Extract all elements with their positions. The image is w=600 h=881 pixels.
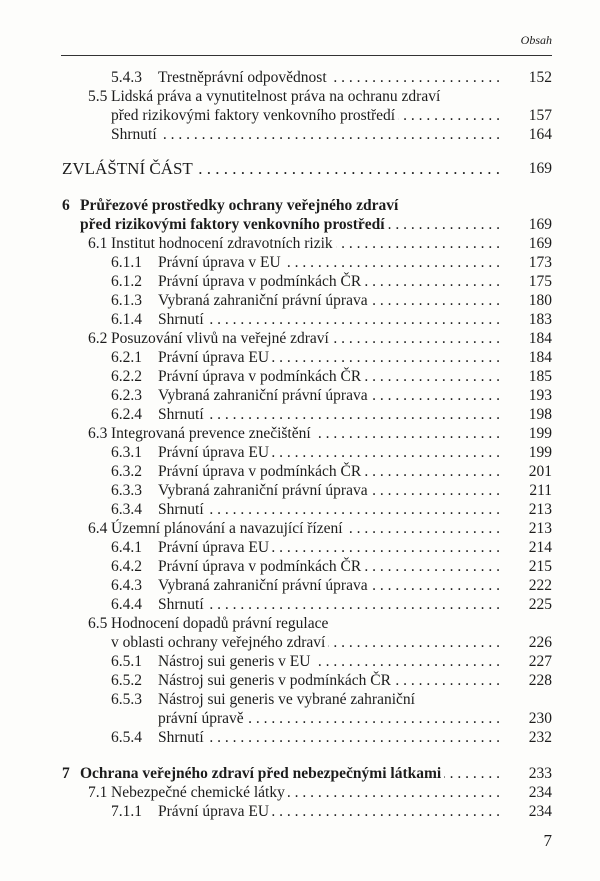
toc-entry-page: 157 [528,107,552,124]
toc-entry-title-text: Právní úprava EU [158,803,270,820]
dot-leader [207,728,500,747]
toc-entry-title-text: Právní úprava v podmínkách ČR [158,463,362,480]
toc-entry-number: 5.5 [88,88,108,105]
toc-entry [0,348,600,367]
toc-entry [0,291,600,310]
toc-entry-title-text: Vybraná zahraniční právní úprava [158,387,368,404]
toc-entry-page: 222 [528,577,552,594]
toc-entry-title [111,519,500,538]
toc-entry-number: 7 [62,765,70,782]
toc-entry-page: 173 [528,254,552,271]
toc-entry-title-text: Lidská práva a vynutitelnost práva na ochranu zdraví [111,88,441,105]
dot-leader [272,802,500,821]
toc-entry [0,443,600,462]
dot-leader [314,424,500,443]
toc-entry-page: 234 [528,803,552,820]
toc-entry-title-text: Shrnutí [158,501,204,518]
toc-entry-number: 6.1 [88,235,108,252]
toc-entry [0,405,600,424]
toc-entry [0,424,600,443]
toc-entry-title-text: Právní úprava v EU [158,254,281,271]
dot-leader [288,783,500,802]
toc-entry-page: 230 [528,710,552,727]
dot-leader [272,538,500,557]
toc-entry-title [111,783,500,802]
toc-entry-title-text: Vybraná zahraniční právní úprava [158,577,368,594]
toc-entry-title-text: Územní plánování a navazující řízení [111,520,343,537]
toc-entry-title-text: Nebezpečné chemické látky [111,784,285,801]
toc-entry-number: 7.1 [88,784,108,801]
toc-entry [0,671,600,690]
toc-entry-number: 6.1.2 [111,273,142,290]
toc-entry-title [158,405,500,424]
toc-entry-number: 6.3 [88,425,108,442]
toc-entry-number: 6.5.2 [111,672,142,689]
toc-entry [0,557,600,576]
dot-leader [272,348,500,367]
toc-entry-title [158,538,500,557]
toc-entry [0,87,600,106]
dot-leader [284,253,500,272]
toc-entry-title-text: právní úpravě [158,710,244,727]
table-of-contents [0,68,600,821]
dot-leader [336,234,500,253]
toc-entry-number: 6.3.4 [111,501,142,518]
toc-entry-number: 6.2.4 [111,406,142,423]
toc-entry-number: 6.4.4 [111,596,142,613]
dot-leader [371,576,500,595]
toc-entry-title [111,424,500,443]
toc-entry-page: 215 [528,558,552,575]
toc-entry-title [158,576,500,595]
toc-entry [0,783,600,802]
toc-entry-title [158,557,500,576]
toc-entry-title [111,329,500,348]
dot-leader [371,291,500,310]
dot-leader [444,764,500,783]
toc-entry-title [158,690,500,709]
toc-entry-title-text: Právní úprava EU [158,444,270,461]
toc-entry-number: 6.2.2 [111,368,142,385]
toc-entry-number: 6.3.2 [111,463,142,480]
toc-entry-page: 180 [528,292,552,309]
toc-entry-title-text: Právní úprava v podmínkách ČR [158,368,362,385]
dot-leader [346,519,500,538]
dot-leader [196,159,500,178]
toc-entry-number: 6.3.3 [111,482,142,499]
toc-entry [0,728,600,747]
toc-entry [0,690,600,709]
toc-entry-title-text: Nástroj sui generis v EU [158,653,311,670]
toc-entry [0,652,600,671]
toc-entry-title-text: Vybraná zahraniční právní úprava [158,482,368,499]
toc-entry [0,802,600,821]
toc-entry-title-text: Institut hodnocení zdravotních rizik [111,235,333,252]
dot-leader [371,386,500,405]
dot-leader [364,272,500,291]
dot-leader [160,125,500,144]
toc-entry-title-text: Shrnutí [111,126,157,143]
toc-entry-page: 198 [528,406,552,423]
toc-entry-number: 6.2 [88,330,108,347]
toc-entry [0,272,600,291]
toc-entry [0,764,600,783]
toc-entry-page: 175 [528,273,552,290]
toc-entry-title [158,253,500,272]
toc-entry-page: 199 [528,425,552,442]
toc-entry [0,329,600,348]
dot-leader [330,68,500,87]
dot-leader [388,215,500,234]
toc-entry-page: 201 [528,463,552,480]
toc-entry-page: 232 [528,729,552,746]
toc-entry-title-text: Právní úprava EU [158,349,270,366]
toc-entry-title [80,764,500,783]
toc-entry-page: 169 [528,160,552,177]
toc-entry-title [158,481,500,500]
running-header: Obsah [520,33,552,47]
toc-entry-page: 193 [528,387,552,404]
toc-entry-title [158,500,500,519]
toc-entry [0,595,600,614]
toc-entry-title [158,709,500,728]
toc-entry-title-text: Vybraná zahraniční právní úprava [158,292,368,309]
toc-entry-page: 227 [528,653,552,670]
toc-entry-number: 5.4.3 [111,69,142,86]
toc-entry-page: 211 [529,482,552,499]
toc-entry [0,500,600,519]
toc-entry-number: 6.5.3 [111,691,142,708]
toc-entry-page: 184 [528,330,552,347]
toc-entry-page: 213 [528,520,552,537]
toc-entry-title-text: Posuzování vlivů na veřejné zdraví [111,330,329,347]
toc-entry-page: 225 [528,596,552,613]
toc-entry-title [158,652,500,671]
toc-entry-number: 6.3.1 [111,444,142,461]
toc-entry [0,68,600,87]
toc-entry-number: 6 [62,197,70,214]
toc-entry-page: 213 [528,501,552,518]
toc-entry [0,614,600,633]
toc-entry-page: 169 [528,216,552,233]
toc-entry-number: 6.1.1 [111,254,142,271]
toc-entry [0,576,600,595]
toc-entry [0,519,600,538]
dot-leader [247,709,500,728]
toc-entry-title [111,234,500,253]
dot-leader [207,405,500,424]
toc-entry-title [158,348,500,367]
toc-entry-number: 6.1.3 [111,292,142,309]
toc-entry-title [111,633,500,652]
toc-entry-number: 6.4.3 [111,577,142,594]
toc-entry-title-text: Ochrana veřejného zdraví před nebezpečnými látkami [80,765,442,782]
toc-entry-title-text: před rizikovými faktory venkovního prostředí [111,107,396,124]
toc-entry-title-text: Shrnutí [158,406,204,423]
page-number: 7 [543,831,552,850]
dot-leader [364,462,500,481]
toc-entry-title [62,159,500,178]
toc-entry-title-text: Nástroj sui generis ve vybrané zahraniční [158,691,415,708]
toc-entry-title [158,443,500,462]
toc-entry-title [158,310,500,329]
toc-entry-number: 6.5.1 [111,653,142,670]
toc-entry-page: 152 [528,69,552,86]
toc-entry [0,386,600,405]
toc-entry-page: 233 [528,765,552,782]
toc-entry-title [158,462,500,481]
toc-entry-title [158,728,500,747]
dot-leader [328,633,500,652]
toc-entry-page: 226 [528,634,552,651]
toc-entry [0,215,600,234]
toc-entry-title-text: Hodnocení dopadů právní regulace [111,615,329,632]
toc-entry-title [158,802,500,821]
dot-leader [332,329,500,348]
toc-entry-title-text: v oblasti ochrany veřejného zdraví [111,634,326,651]
toc-entry-number: 6.5 [88,615,108,632]
toc-entry-title-text: Průřezové prostředky ochrany veřejného zdraví [80,197,399,214]
toc-entry-page: 185 [528,368,552,385]
toc-entry-number: 7.1.1 [111,803,142,820]
toc-entry [0,234,600,253]
dot-leader [207,310,500,329]
toc-entry-page: 228 [528,672,552,689]
toc-entry-title-text: Právní úprava v podmínkách ČR [158,273,362,290]
toc-entry-title [158,386,500,405]
toc-entry-title [158,68,500,87]
toc-entry [0,106,600,125]
toc-entry-number: 6.1.4 [111,311,142,328]
toc-entry-title [158,367,500,386]
toc-entry-page: 164 [528,126,552,143]
dot-leader [371,481,500,500]
toc-entry-title [111,87,500,106]
toc-entry-title-text: ZVLÁŠTNÍ ČÁST [62,159,193,178]
toc-entry [0,125,600,144]
toc-entry-title-text: Trestněprávní odpovědnost [158,69,327,86]
toc-entry-title-text: Integrovaná prevence znečištění [111,425,311,442]
dot-leader [394,671,500,690]
toc-part-heading [0,159,600,178]
toc-entry-title-text: Shrnutí [158,311,204,328]
toc-entry-title-text: Nástroj sui generis v podmínkách ČR [158,672,391,689]
toc-entry-title [111,106,500,125]
toc-entry [0,310,600,329]
toc-entry [0,196,600,215]
toc-entry [0,253,600,272]
toc-entry-title-text: Právní úprava EU [158,539,270,556]
dot-leader [313,652,500,671]
toc-entry-title [80,196,500,215]
toc-entry-number: 6.2.1 [111,349,142,366]
toc-entry-number: 6.4.2 [111,558,142,575]
toc-entry-page: 199 [528,444,552,461]
toc-entry [0,367,600,386]
toc-entry-number: 6.5.4 [111,729,142,746]
toc-entry-title-text: Právní úprava v podmínkách ČR [158,558,362,575]
toc-entry-title-text: Shrnutí [158,729,204,746]
dot-leader [272,443,500,462]
toc-entry-number: 6.4.1 [111,539,142,556]
toc-entry-title-text: Shrnutí [158,596,204,613]
toc-entry-page: 214 [528,539,552,556]
toc-entry [0,462,600,481]
header-rule [61,55,552,56]
toc-entry-page: 183 [528,311,552,328]
toc-entry-number: 6.4 [88,520,108,537]
toc-entry [0,481,600,500]
toc-entry-title [111,614,500,633]
toc-entry-number: 6.2.3 [111,387,142,404]
toc-entry-title [158,272,500,291]
toc-entry [0,633,600,652]
toc-entry-title [111,125,500,144]
toc-entry-title [158,671,500,690]
dot-leader [364,557,500,576]
toc-entry-page: 234 [528,784,552,801]
toc-entry-title [158,291,500,310]
toc-entry-title [80,215,500,234]
toc-entry [0,538,600,557]
toc-entry-title-text: před rizikovými faktory venkovního prostředí [80,216,385,233]
dot-leader [207,500,500,519]
toc-entry [0,709,600,728]
dot-leader [398,106,500,125]
dot-leader [207,595,500,614]
toc-entry-title [158,595,500,614]
toc-entry-page: 184 [528,349,552,366]
dot-leader [364,367,500,386]
toc-entry-page: 169 [528,235,552,252]
